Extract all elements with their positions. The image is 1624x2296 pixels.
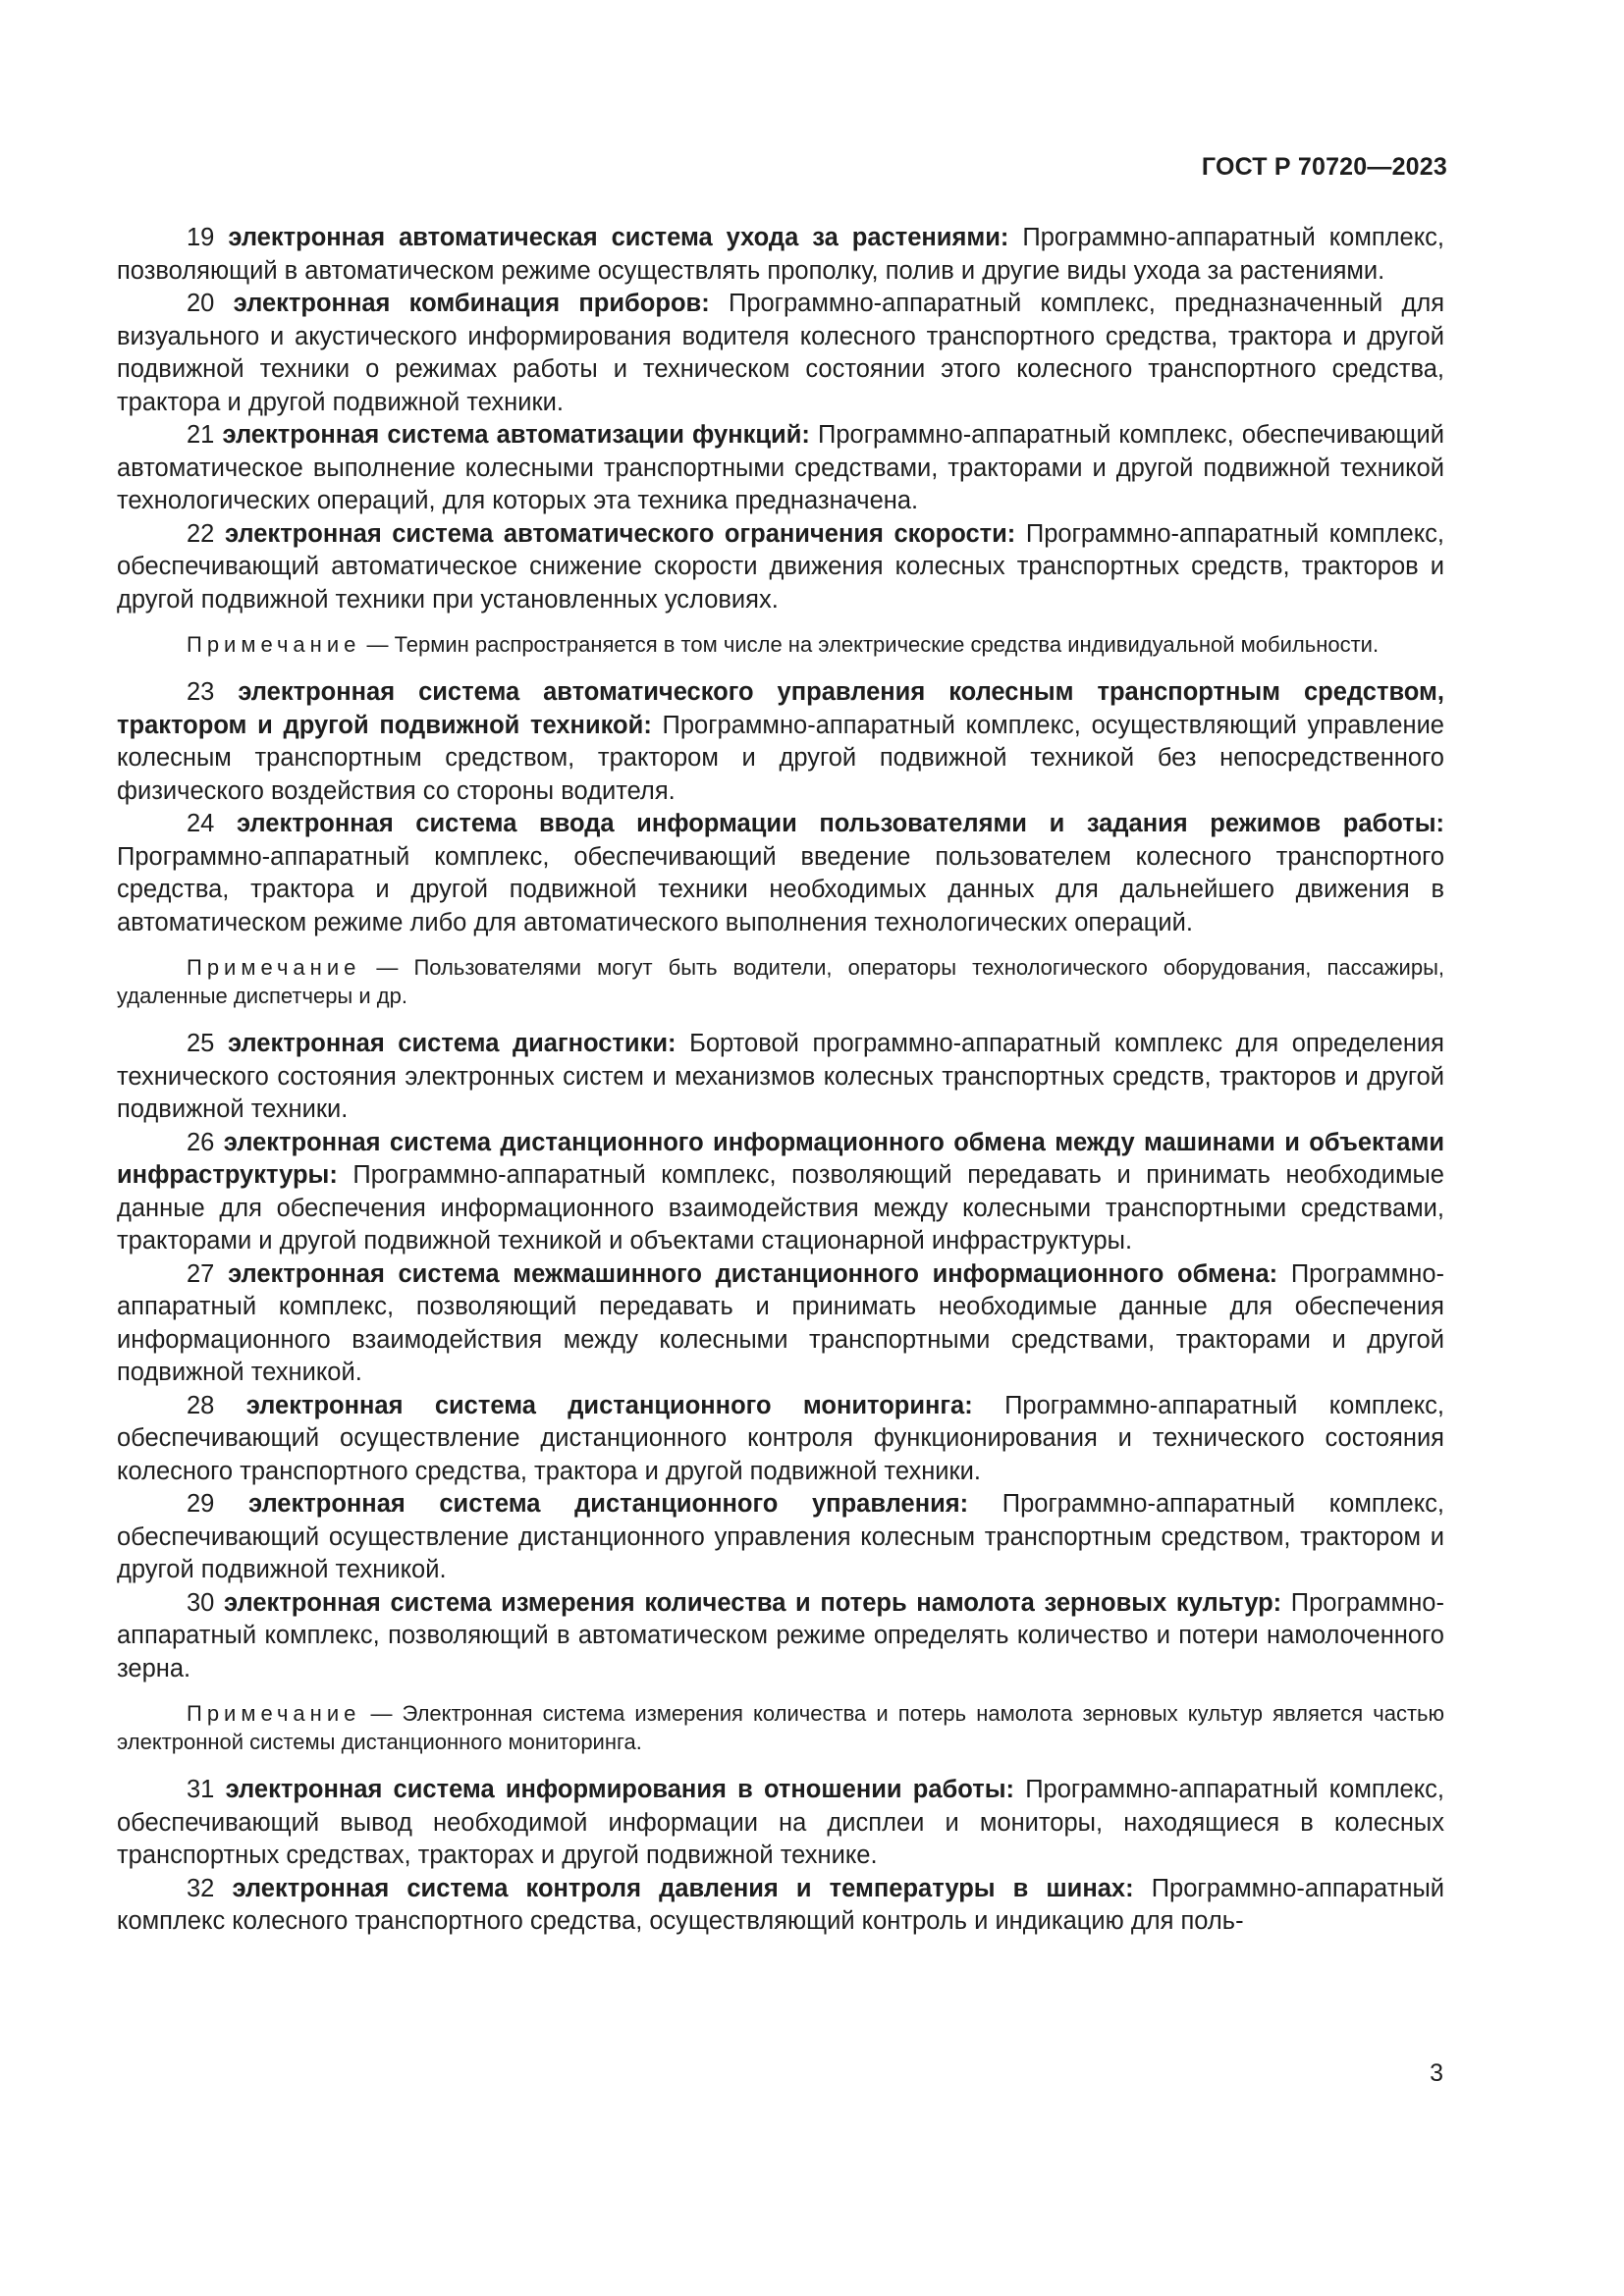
note-label: Примечание xyxy=(187,632,361,657)
term-entry-26 xyxy=(117,1127,1444,1258)
entry-definition: Программно-аппаратный комплекс, позволяющий передавать и принимать необходимые данные для обеспечения информационного взаимодействия между колесными транспортными средствами, тракторами и другой подвижной техникой. xyxy=(117,1259,1444,1386)
entry-number: 29 xyxy=(187,1490,215,1518)
entry-term: электронная комбинация приборов: xyxy=(233,290,710,317)
entry-definition: Программно-аппаратный комплекс, предназначенный для визуального и акустического информирования водителя колесного транспортного средства, трактора и другой подвижной техники о режимах работы и техническом состоянии этого колесного транспортного средства, трактора и другой подвижной техники. xyxy=(117,290,1445,416)
entry-number: 22 xyxy=(187,519,215,548)
entry-definition: Программно-аппаратный комплекс, обеспечивающий введение пользователем колесного транспортного средства, трактора и другой подвижной техники необходимых данных для дальнейшего движения в автоматическом режиме либо для автоматического выполнения технологических операций. xyxy=(117,842,1444,936)
term-entry-22 xyxy=(117,518,1444,617)
entry-term: электронная автоматическая система ухода за растениями: xyxy=(228,224,1009,251)
entry-term: электронная система дистанционного информационного обмена между машинами и объектами инфраструктуры: xyxy=(117,1128,1444,1189)
entry-number: 32 xyxy=(187,1874,215,1902)
note-text: — Термин распространяется в том числе на электрические средства индивидуальной мобильности. xyxy=(366,632,1380,657)
entry-definition: Программно-аппаратный комплекс, позволяющий в автоматическом режиме осуществлять прополку, полив и другие виды ухода за растениями. xyxy=(117,224,1444,285)
entry-number: 30 xyxy=(187,1588,215,1617)
entry-number: 19 xyxy=(187,224,215,251)
entry-number: 23 xyxy=(187,678,215,706)
entry-term: электронная система автоматического управления колесным транспортным средством, трактором и другой подвижной техникой: xyxy=(117,678,1444,739)
term-entry-29 xyxy=(117,1488,1444,1587)
entry-number: 27 xyxy=(187,1259,215,1288)
term-entry-25 xyxy=(117,1028,1444,1127)
entry-term: электронная система контроля давления и температуры в шинах: xyxy=(232,1874,1134,1902)
note-label: Примечание xyxy=(187,955,361,980)
term-entry-32 xyxy=(117,1873,1444,1939)
entry-number: 26 xyxy=(187,1128,215,1156)
note-22 xyxy=(117,630,1444,659)
term-entry-24 xyxy=(117,808,1444,939)
entry-term: электронная система автоматического ограничения скорости: xyxy=(224,519,1016,548)
entry-number: 25 xyxy=(187,1030,215,1057)
entry-number: 31 xyxy=(187,1776,215,1803)
term-entry-30 xyxy=(117,1587,1444,1686)
term-entry-23 xyxy=(117,676,1444,808)
entry-term: электронная система информирования в отношении работы: xyxy=(225,1776,1014,1803)
page-number: 3 xyxy=(1430,2059,1443,2087)
entry-definition: Бортовой программно-аппаратный комплекс для определения технического состояния электронных систем и механизмов колесных транспортных средств, тракторов и другой подвижной техники. xyxy=(117,1030,1444,1123)
entry-number: 24 xyxy=(187,810,215,837)
note-24 xyxy=(117,953,1444,1010)
entry-term: электронная система дистанционного управления: xyxy=(248,1490,969,1518)
entry-definition: Программно-аппаратный комплекс, обеспечивающий вывод необходимой информации на дисплеи и мониторы, находящиеся в колесных транспортных средствах, тракторах и другой подвижной технике. xyxy=(117,1776,1445,1869)
entry-definition: Программно-аппаратный комплекс колесного транспортного средства, осуществляющий контроль и индикацию для поль- xyxy=(117,1874,1445,1935)
entry-term: электронная система диагностики: xyxy=(227,1030,677,1057)
entry-number: 20 xyxy=(187,290,215,317)
term-entry-19 xyxy=(117,222,1444,288)
document-header: ГОСТ Р 70720—2023 xyxy=(1201,153,1447,181)
document-body xyxy=(117,222,1444,1939)
entry-definition: Программно-аппаратный комплекс, осуществляющий управление колесным транспортным средством, трактором и другой подвижной техникой без непосредственного физического воздействия со стороны водителя. xyxy=(117,711,1444,805)
entry-term: электронная система межмашинного дистанционного информационного обмена: xyxy=(228,1259,1278,1288)
note-text: — Пользователями могут быть водители, операторы технологического оборудования, пассажиры, удаленные диспетчеры и др. xyxy=(117,955,1444,1008)
entry-number: 21 xyxy=(187,421,215,449)
entry-definition: Программно-аппаратный комплекс, обеспечивающий автоматическое выполнение колесными транспортными средствами, тракторами и другой подвижной техникой технологических операций, для которых эта техника предназначена. xyxy=(117,421,1444,514)
term-entry-31 xyxy=(117,1774,1444,1873)
entry-definition: Программно-аппаратный комплекс, обеспечивающий осуществление дистанционного контроля функционирования и технического состояния колесного транспортного средства, трактора и другой подвижной техники. xyxy=(117,1391,1444,1485)
entry-term: электронная система автоматизации функций: xyxy=(222,421,810,449)
note-30 xyxy=(117,1699,1444,1756)
term-entry-20 xyxy=(117,288,1444,419)
entry-definition: Программно-аппаратный комплекс, обеспечивающий осуществление дистанционного управления колесным транспортным средством, трактором и другой подвижной техникой. xyxy=(117,1490,1444,1583)
entry-definition: Программно-аппаратный комплекс, обеспечивающий автоматическое снижение скорости движения колесных транспортных средств, тракторов и другой подвижной техники при установленных условиях. xyxy=(117,519,1445,614)
term-entry-21 xyxy=(117,419,1444,518)
entry-term: электронная система измерения количества и потерь намолота зерновых культур: xyxy=(224,1588,1282,1617)
term-entry-28 xyxy=(117,1390,1444,1489)
note-text: — Электронная система измерения количества и потерь намолота зерновых культур является частью электронной системы дистанционного мониторинга. xyxy=(117,1701,1444,1754)
entry-definition: Программно-аппаратный комплекс, позволяющий передавать и принимать необходимые данные для обеспечения информационного взаимодействия между колесными транспортными средствами, тракторами и другой подвижной техникой и объектами стационарной инфраструктуры. xyxy=(117,1161,1444,1255)
term-entry-27 xyxy=(117,1258,1444,1390)
note-label: Примечание xyxy=(187,1701,361,1726)
entry-term: электронная система ввода информации пользователями и задания режимов работы: xyxy=(236,810,1444,837)
entry-definition: Программно-аппаратный комплекс, позволяющий в автоматическом режиме определять количество и потери намолоченного зерна. xyxy=(117,1588,1444,1682)
entry-number: 28 xyxy=(187,1391,215,1419)
entry-term: электронная система дистанционного мониторинга: xyxy=(245,1391,973,1419)
